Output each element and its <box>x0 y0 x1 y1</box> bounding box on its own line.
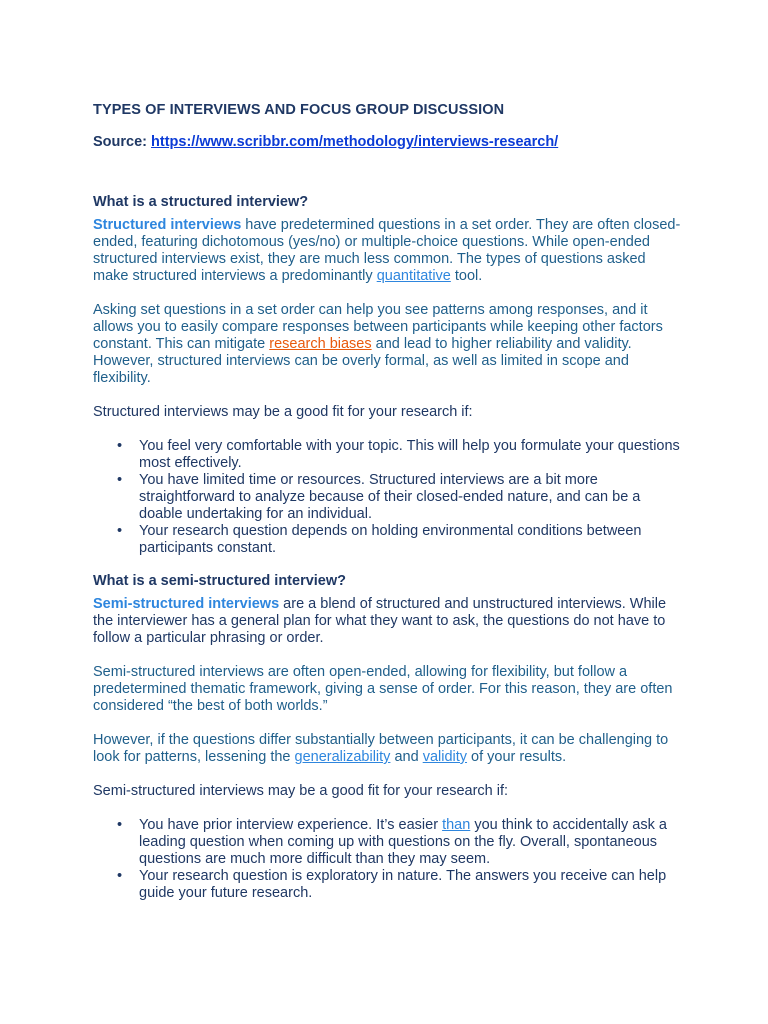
list-item: • Your research question is exploratory in nature. The answers you receive can help guide your future research. <box>117 868 667 901</box>
list-item: • Your research question depends on holding environmental conditions between participants constant. <box>117 523 642 556</box>
source-line <box>93 132 683 152</box>
validity-link[interactable]: validity <box>422 749 468 765</box>
bullet-icon: • <box>117 523 123 539</box>
document-page <box>93 100 683 902</box>
structured-fit-list <box>93 438 683 557</box>
bullet-icon: • <box>117 868 123 884</box>
bullet-icon: • <box>117 817 123 833</box>
bullet-icon: • <box>117 472 123 488</box>
list-item: • You have limited time or resources. Structured interviews are a bit more straightforward to analyze because of their closed-ended nature, and can be a doable undertaking for an individual. <box>117 472 641 522</box>
generalizability-link[interactable]: generalizability <box>294 749 391 765</box>
than-link[interactable]: than <box>442 817 471 833</box>
semi-paragraph-1: Semi-structured interviews are a blend of structured and unstructured interviews. While the interviewer has a general plan for what they want to ask, the questions do not have to follow a particular phrasing or order. <box>93 596 667 646</box>
semi-fit-intro: Semi-structured interviews may be a good fit for your research if: <box>93 783 509 799</box>
structured-term: Structured interviews <box>93 217 242 233</box>
source-link[interactable]: https://www.scribbr.com/methodology/interviews-research/ <box>151 134 559 150</box>
structured-paragraph-2: Asking set questions in a set order can help you see patterns among responses, and it allows you to easily compare responses between participants while keeping other factors constant. This can mitigate research biases and lead to higher reliability and validity. However, structured interviews can be overly formal, as well as limited in scope and flexibility. <box>93 302 663 386</box>
document-title: TYPES OF INTERVIEWS AND FOCUS GROUP DISCUSSION <box>93 102 505 118</box>
semi-paragraph-3: However, if the questions differ substantially between participants, it can be challenging to look for patterns, lessening the generalizability and validity of your results. <box>93 732 669 765</box>
semi-paragraph-2: Semi-structured interviews are often open-ended, allowing for flexibility, but follow a predetermined thematic framework, giving a sense of order. For this reason, they are often considered “the best of both worlds.” <box>93 664 673 714</box>
structured-fit-intro: Structured interviews may be a good fit for your research if: <box>93 404 473 420</box>
structured-heading: What is a structured interview? <box>93 194 309 210</box>
semi-structured-term: Semi-structured interviews <box>93 596 280 612</box>
semi-fit-list <box>93 817 683 902</box>
list-item: • You have prior interview experience. It’s easier than you think to accidentally ask a leading question when coming up with questions on the fly. Overall, spontaneous questions are much more difficult than they may seem. <box>117 817 667 867</box>
list-item: • You feel very comfortable with your topic. This will help you formulate your questions most effectively. <box>117 438 680 471</box>
quantitative-link[interactable]: quantitative <box>376 268 451 284</box>
research-biases-link[interactable]: research biases <box>269 336 372 352</box>
source-label: Source: <box>93 134 147 150</box>
bullet-icon: • <box>117 438 123 454</box>
structured-paragraph-1: Structured interviews have predetermined questions in a set order. They are often closed-ended, featuring dichotomous (yes/no) or multiple-choice questions. While open-ended structured interviews exist, they are much less common. The types of questions asked make structured interviews a predominantly quantitative tool. <box>93 217 681 284</box>
semi-structured-heading: What is a semi-structured interview? <box>93 573 347 589</box>
